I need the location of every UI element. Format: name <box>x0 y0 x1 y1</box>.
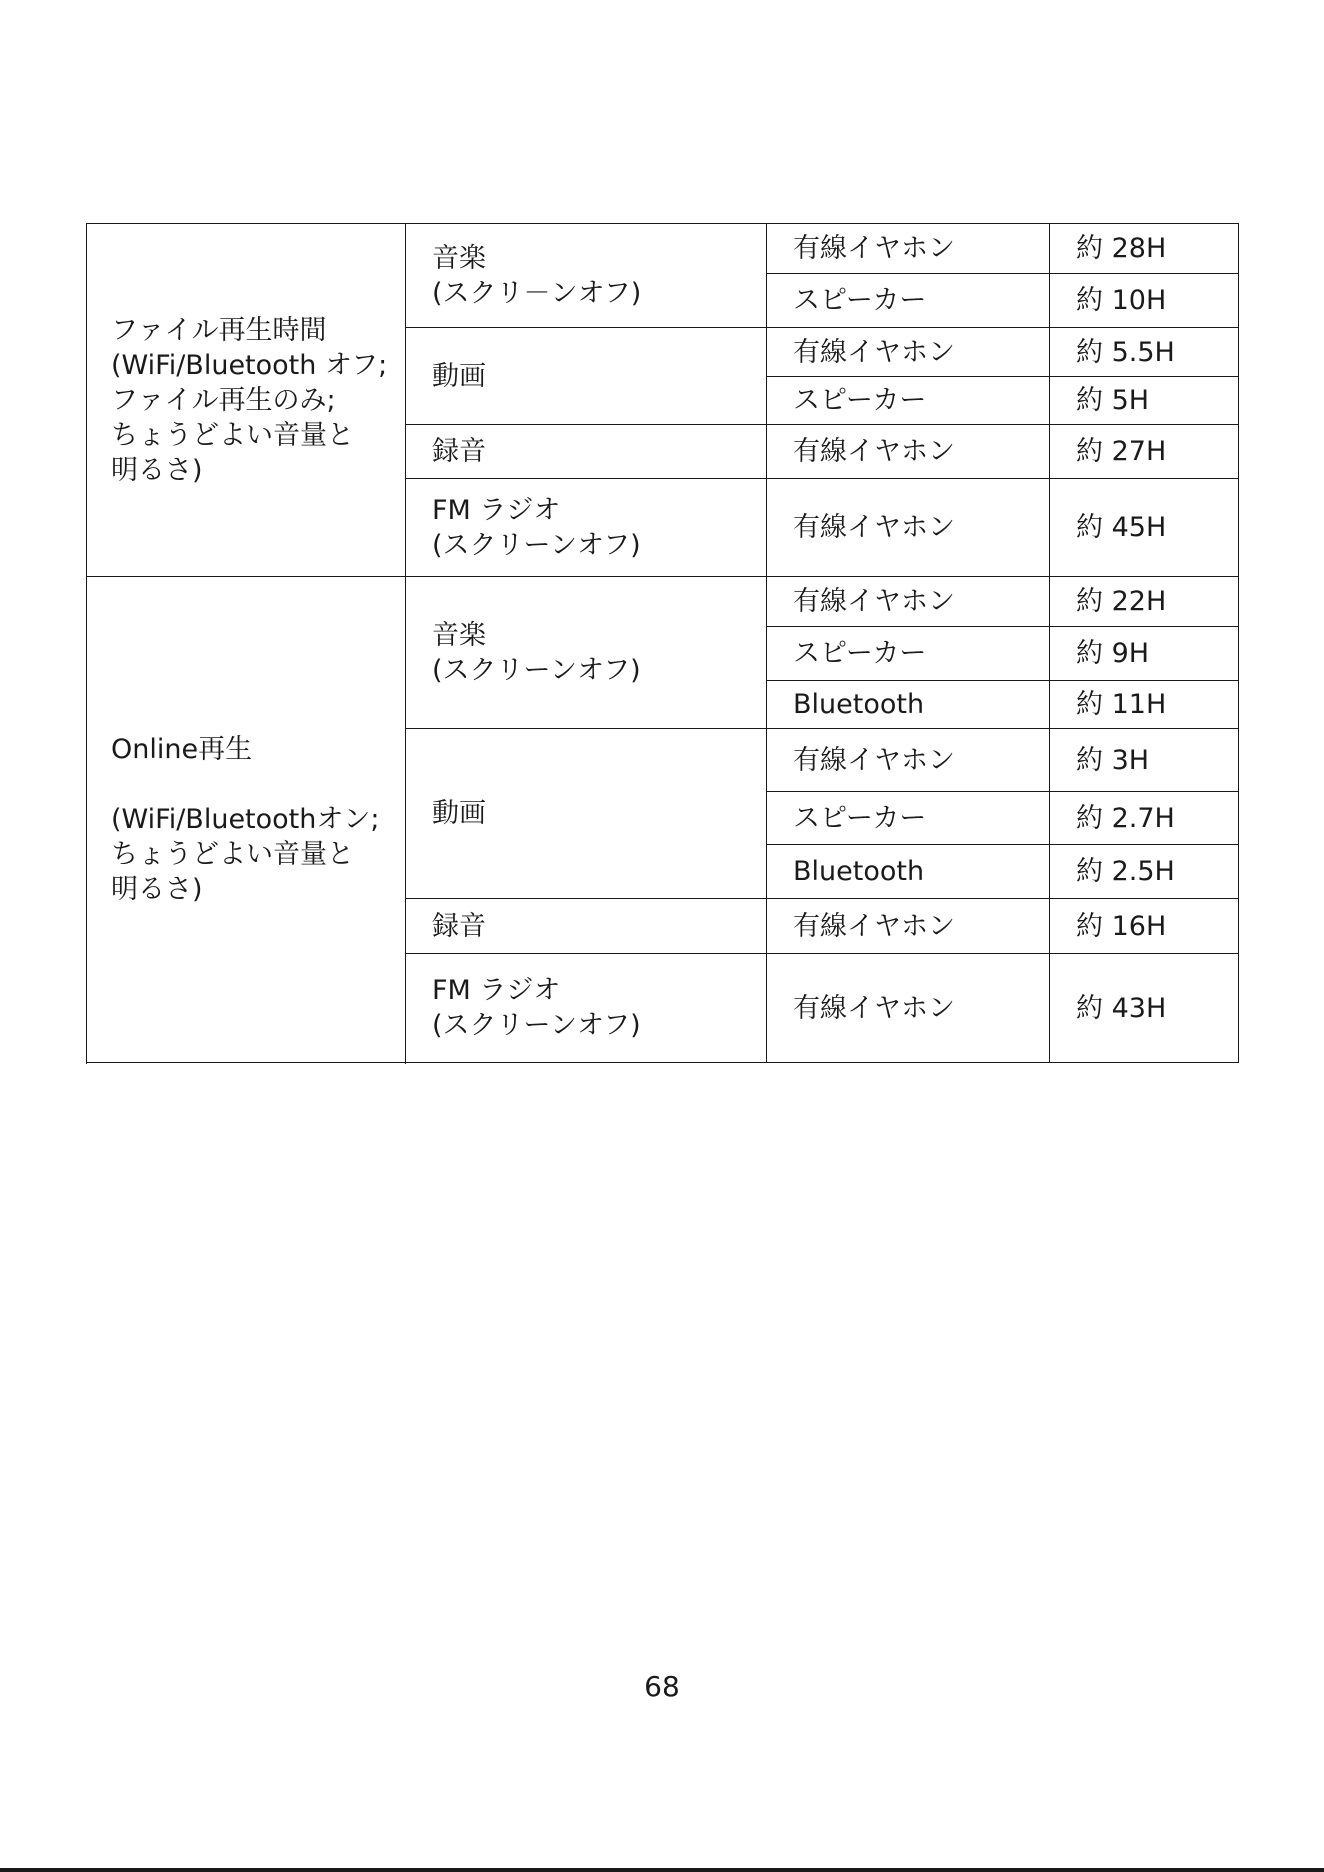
time-cell: 約 45H <box>1050 479 1239 577</box>
output-cell: 有線イヤホン <box>767 577 1050 627</box>
time-cell: 約 2.7H <box>1050 792 1239 845</box>
battery-life-table-body <box>87 224 1239 1063</box>
table-row <box>87 577 1239 627</box>
time-cell: 約 5.5H <box>1050 328 1239 377</box>
usage-condition-cell <box>87 224 406 577</box>
output-cell: 有線イヤホン <box>767 954 1050 1063</box>
mode-cell <box>406 899 767 954</box>
output-cell: Bluetooth <box>767 681 1050 729</box>
time-cell: 約 9H <box>1050 627 1239 681</box>
output-cell: Bluetooth <box>767 845 1050 899</box>
usage-condition-cell <box>87 577 406 1063</box>
mode-cell <box>406 425 767 479</box>
mode-cell <box>406 479 767 577</box>
usage-condition-text: Online再生 (WiFi/Bluetoothオン; ちょうどよい音量と 明るさ) <box>111 734 380 905</box>
time-cell: 約 28H <box>1050 224 1239 274</box>
time-cell: 約 22H <box>1050 577 1239 627</box>
mode-text: 動画 <box>432 360 486 392</box>
mode-text: 録音 <box>432 436 486 467</box>
mode-cell <box>406 954 767 1063</box>
output-cell: スピーカー <box>767 377 1050 425</box>
mode-cell <box>406 224 767 328</box>
time-cell: 約 43H <box>1050 954 1239 1063</box>
mode-text: 動画 <box>432 798 486 829</box>
mode-text: 音楽 (スクリーンオフ) <box>432 619 641 686</box>
table-row <box>87 224 1239 274</box>
time-cell: 約 16H <box>1050 899 1239 954</box>
output-cell: 有線イヤホン <box>767 729 1050 792</box>
mode-cell <box>406 577 767 729</box>
output-cell: 有線イヤホン <box>767 899 1050 954</box>
mode-text: FM ラジオ (スクリーンオフ) <box>432 494 641 561</box>
mode-cell <box>406 328 767 425</box>
time-cell: 約 2.5H <box>1050 845 1239 899</box>
output-cell: スピーカー <box>767 274 1050 328</box>
mode-cell <box>406 729 767 899</box>
mode-text: 録音 <box>432 910 486 942</box>
time-cell: 約 11H <box>1050 681 1239 729</box>
time-cell: 約 27H <box>1050 425 1239 479</box>
output-cell: スピーカー <box>767 627 1050 681</box>
time-cell: 約 5H <box>1050 377 1239 425</box>
bottom-rule <box>0 1868 1324 1872</box>
output-cell: スピーカー <box>767 792 1050 845</box>
output-cell: 有線イヤホン <box>767 425 1050 479</box>
output-cell: 有線イヤホン <box>767 224 1050 274</box>
time-cell: 約 3H <box>1050 729 1239 792</box>
page-number: 68 <box>644 1670 680 1703</box>
usage-condition-text: ファイル再生時間 (WiFi/Bluetooth オフ; ファイル再生のみ; ちょうどよい音量と 明るさ) <box>111 314 388 486</box>
output-cell: 有線イヤホン <box>767 479 1050 577</box>
battery-life-table <box>86 223 1239 1063</box>
mode-text: FM ラジオ (スクリーンオフ) <box>432 975 641 1041</box>
mode-text: 音楽 (スクリ－ンオフ) <box>432 242 642 309</box>
output-cell: 有線イヤホン <box>767 328 1050 377</box>
time-cell: 約 10H <box>1050 274 1239 328</box>
